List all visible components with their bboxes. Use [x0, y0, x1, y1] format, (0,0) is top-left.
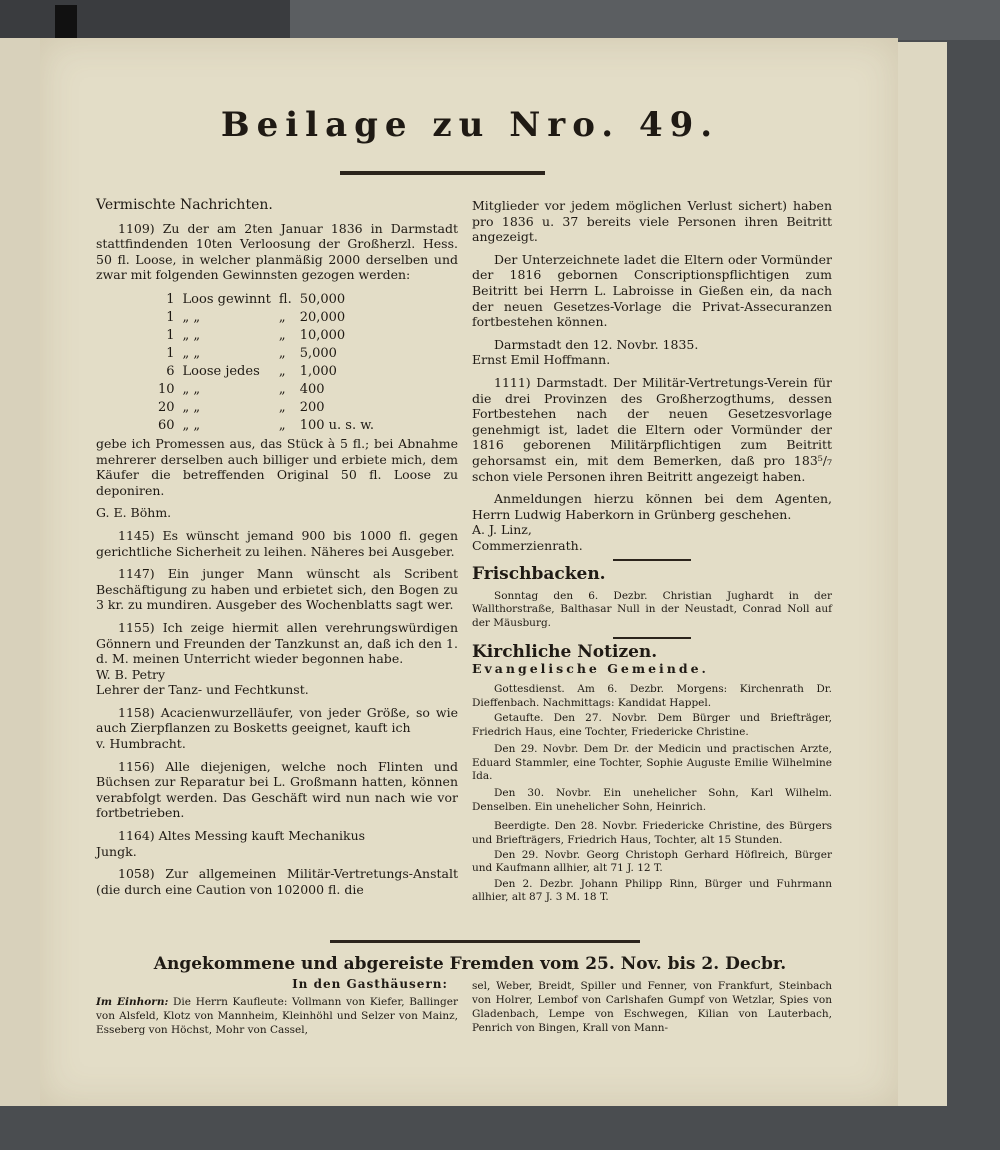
- prize-amount: 100 u. s. w.: [299, 417, 374, 433]
- foreigners-heading: Angekommene und abgereiste Fremden vom 25. Nov. bis 2. Decbr.: [153, 954, 787, 974]
- prize-amount: 20,000: [299, 309, 346, 325]
- section-divider: [613, 559, 691, 561]
- church-baptized-2: Den 29. Novbr. Dem Dr. der Medicin und practischen Arzte, Eduard Stammler, eine Tochter, Sophie Auguste Emilie Wilhelmine Ida.: [472, 743, 832, 782]
- prize-row: [158, 292, 380, 308]
- prize-label: „ „: [182, 309, 201, 325]
- prize-label: „ „: [182, 417, 201, 433]
- next-page-edge: [896, 42, 947, 1106]
- prize-row: [158, 400, 380, 416]
- notice-1058-signature: Ernst Emil Hoffmann.: [472, 352, 611, 368]
- prize-row: [158, 364, 380, 380]
- prize-cur: fl.: [278, 291, 292, 307]
- foreigners-rule: [330, 940, 640, 943]
- notice-1109-signature: G. E. Böhm.: [96, 505, 172, 521]
- notice-1155: 1155) Ich zeige hiermit allen verehrungswürdigen Gönnern und Freunden der Tanzkunst an, daß ich den 1. d. M. meinen Unterricht wieder begonnen habe.: [96, 619, 458, 667]
- title-rule: [340, 171, 545, 175]
- right-column: [472, 198, 832, 912]
- prize-amount: 1,000: [299, 363, 337, 379]
- notice-1156: 1156) Alle diejenigen, welche noch Flinten und Büchsen zur Reparatur bei L. Großmann hatten, können verabfolgt werden. Das Geschäft wird nun nach wie vor fortbetrieben.: [96, 758, 458, 821]
- prize-row: [158, 310, 380, 326]
- notice-1147: 1147) Ein junger Mann wünscht als Scribent Beschäftigung zu haben und erbietet sich, den Bogen zu 3 kr. zu mundiren. Ausgeber des Wochenblatts sagt wer.: [96, 566, 458, 613]
- section-divider-2: [613, 637, 691, 639]
- church-buried-2: Den 29. Novbr. Georg Christoph Gerhard Höflreich, Bürger und Kaufmann allhier, alt 71 J. 12 T.: [472, 848, 832, 875]
- church-subheading: Evangelische Gemeinde.: [472, 660, 709, 676]
- prize-count: 6: [166, 363, 175, 379]
- notice-1155-signature: W. B. Petry: [96, 666, 166, 682]
- notice-1058-paragraph-2: Der Unterzeichnete ladet die Eltern oder Vormünder der 1816 gebornen Conscriptionspflichtigen zum Beitritt bei Herrn L. Labroisse in Gießen ein, da nach der neuen Gesetzes-Vorlage die Privat-Assecuranzen fortbestehen können.: [472, 251, 832, 330]
- prize-count: 1: [166, 291, 175, 307]
- prize-label: „ „: [182, 327, 201, 343]
- church-service: Gottesdienst. Am 6. Dezbr. Morgens: Kirchenrath Dr. Dieffenbach. Nachmittags: Kandidat Happel.: [472, 683, 832, 709]
- prize-amount: 400: [299, 381, 325, 397]
- prize-count: 20: [158, 399, 175, 415]
- prize-cur: „: [278, 417, 286, 433]
- section-heading-church: Kirchliche Notizen.: [472, 642, 658, 663]
- notice-1109-body: gebe ich Promessen aus, das Stück à 5 fl.; bei Abnahme mehrerer derselben auch billiger und erbiete mich, dem Käufer die betreffenden Original 50 fl. Loose zu deponiren.: [96, 435, 458, 498]
- scan-top-band: [0, 0, 1000, 40]
- prize-row: [158, 418, 380, 434]
- prize-label: „ „: [182, 345, 201, 361]
- church-buried: Beerdigte. Den 28. Novbr. Friedericke Christine, des Bürgers und Briefträgers, Friedrich Haus, Tochter, alt 15 Stunden.: [472, 820, 832, 846]
- prize-label: Loose jedes: [182, 363, 260, 379]
- church-buried-3: Den 2. Dezbr. Johann Philipp Rinn, Bürger und Fuhrmann allhier, alt 87 J. 3 M. 18 T.: [472, 877, 832, 904]
- prize-amount: 50,000: [299, 291, 346, 307]
- prize-cur: „: [278, 381, 286, 397]
- prize-count: 1: [166, 345, 175, 361]
- notice-1164: 1164) Altes Messing kauft Mechanikus: [118, 828, 366, 844]
- notice-1111-signature: A. J. Linz,: [472, 522, 532, 538]
- foreigners-subheading: In den Gasthäusern:: [292, 977, 448, 991]
- prize-count: 1: [166, 309, 175, 325]
- prize-label: „ „: [182, 381, 201, 397]
- prize-row: [158, 328, 380, 344]
- prize-table: [156, 290, 382, 436]
- foreigners-right-text: sel, Weber, Breidt, Spiller und Fenner, von Frankfurt, Steinbach von Holrer, Lembof von Carlshafen Gumpf von Wetzlar, Spies von Gladenbach, Lempe von Eschwegen, Kilian von Lauterbach, Penrich von Bingen, Krall von Mann-: [472, 980, 832, 1034]
- page-title: Beilage zu Nro. 49.: [220, 105, 720, 145]
- prize-cur: „: [278, 345, 286, 361]
- prize-amount: 200: [299, 399, 325, 415]
- notice-1158: 1158) Acacienwurzelläufer, von jeder Größe, so wie auch Zierpflanzen zu Bosketts geeignet, kauft ich: [96, 704, 458, 736]
- notice-1109-intro: 1109) Zu der am 2ten Januar 1836 in Darmstadt stattfindenden 10ten Verloosung der Großherzl. Hess. 50 fl. Loose, in welcher planmäßig 2000 derselben und zwar mit folgenden Gewinnsten gezogen werden:: [96, 220, 458, 283]
- notice-1164-signature: Jungk.: [96, 843, 137, 859]
- prize-cur: „: [278, 327, 286, 343]
- bakers-text: Sonntag den 6. Dezbr. Christian Jughardt in der Wallthorstraße, Balthasar Null in der Neustadt, Conrad Noll auf der Mäusburg.: [472, 590, 832, 629]
- prize-count: 10: [158, 381, 175, 397]
- notice-1155-title: Lehrer der Tanz- und Fechtkunst.: [96, 682, 309, 698]
- notice-1111: 1111) Darmstadt. Der Militär-Vertretungs-Verein für die drei Provinzen des Großherzogthums, dessen Fortbestehen nach der neuen Gesetzesvorlage genehmigt ist, ladet die Eltern oder Vormünder der 1816 geborenen Militärpflichtigen zum Beitritt gehorsamst ein, mit dem Bemerken, daß pro 183⁵/₇ schon viele Personen ihren Beitritt angezeigt haben.: [472, 374, 832, 484]
- scan-bookmark-tab: [55, 5, 77, 40]
- inn-guests: Die Herrn Kaufleute: Vollmann von Kiefer, Ballinger von Alsfeld, Klotz von Mannheim, Kleinhöhl und Selzer von Mainz, Esseberg von Höchst, Mohr von Cassel,: [96, 996, 458, 1036]
- prize-cur: „: [278, 363, 286, 379]
- notice-1111-paragraph-2: Anmeldungen hierzu können bei dem Agenten, Herrn Ludwig Haberkorn in Grünberg geschehen.: [472, 491, 832, 522]
- prize-label: „ „: [182, 399, 201, 415]
- foreigners-left-text: [96, 995, 458, 1037]
- scan-bottom-band: [0, 1106, 1000, 1150]
- notice-1158-signature: v. Humbracht.: [96, 736, 186, 752]
- notice-1058-place-date: Darmstadt den 12. Novbr. 1835.: [494, 336, 699, 352]
- section-heading-bakers: Frischbacken.: [472, 564, 606, 585]
- notice-1145: 1145) Es wünscht jemand 900 bis 1000 fl. gegen gerichtliche Sicherheit zu leihen. Näheres bei Ausgeber.: [96, 527, 458, 559]
- scan-dark-corner: [0, 0, 290, 40]
- prize-cur: „: [278, 399, 286, 415]
- prize-amount: 10,000: [299, 327, 346, 343]
- notice-1058-continued: Mitglieder vor jedem möglichen Verlust sichert) haben pro 1836 u. 37 bereits viele Personen ihren Beitritt angezeigt.: [472, 198, 832, 245]
- inn-label: Im Einhorn:: [96, 996, 169, 1008]
- prize-row: [158, 382, 380, 398]
- prize-count: 60: [158, 417, 175, 433]
- prize-amount: 5,000: [299, 345, 337, 361]
- notice-1058-start: 1058) Zur allgemeinen Militär-Vertretungs-Anstalt (die durch eine Caution von 102000 fl. die: [96, 866, 458, 897]
- prize-cur: „: [278, 309, 286, 325]
- left-column: [96, 198, 458, 904]
- prize-count: 1: [166, 327, 175, 343]
- prize-row: [158, 346, 380, 362]
- notice-1111-title: Commerzienrath.: [472, 537, 583, 553]
- church-baptized: Getaufte. Den 27. Novbr. Dem Bürger und Briefträger, Friedrich Haus, eine Tochter, Friedericke Christine.: [472, 712, 832, 738]
- section-heading-miscellaneous: Vermischte Nachrichten.: [96, 197, 273, 213]
- church-baptized-3: Den 30. Novbr. Ein unehelicher Sohn, Karl Wilhelm. Denselben. Ein unehelicher Sohn, Heinrich.: [472, 787, 832, 813]
- prize-label: Loos gewinnt: [182, 291, 271, 307]
